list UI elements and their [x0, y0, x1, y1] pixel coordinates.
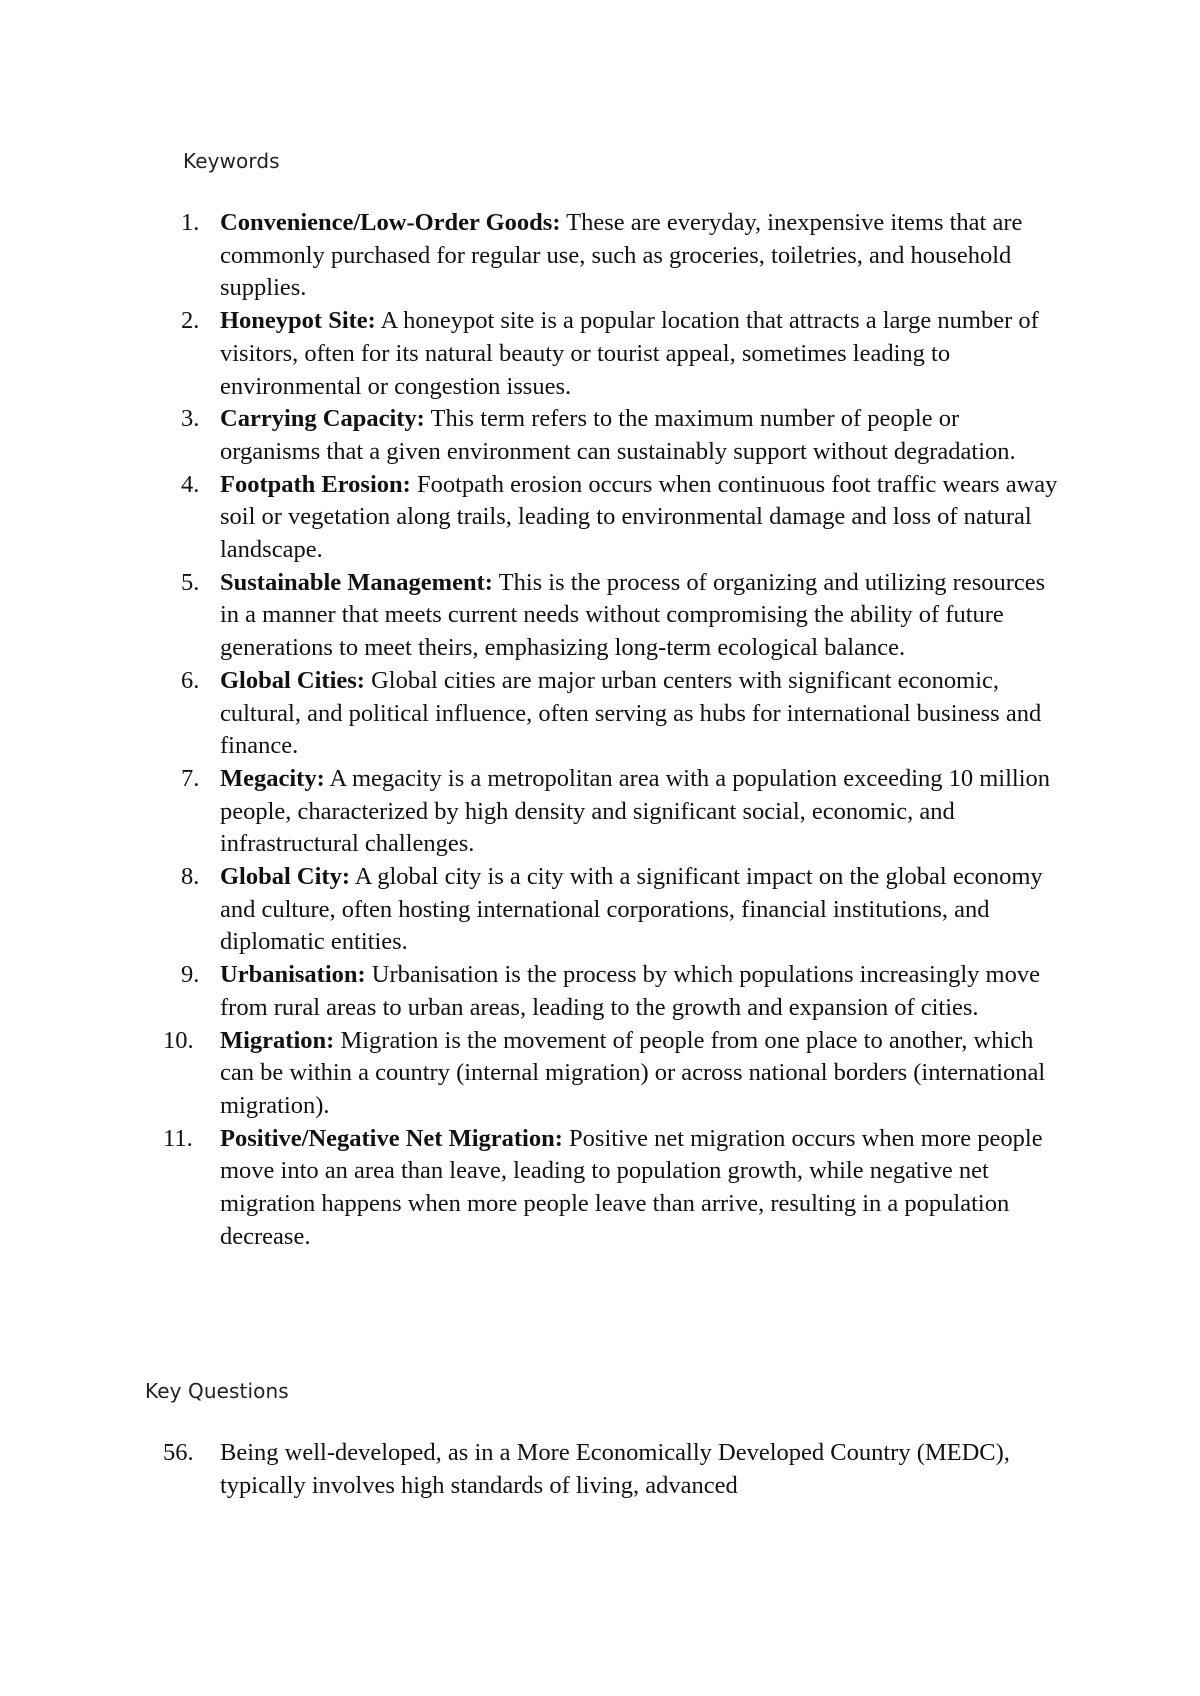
question-item [163, 1437, 1063, 1502]
keyword-number: 8. [181, 863, 200, 891]
keyword-number: 7. [181, 764, 200, 792]
keyword-item [163, 1123, 1063, 1254]
keyword-term: Migration: [220, 1026, 335, 1054]
keyword-term: Positive/Negative Net Migration: [220, 1124, 563, 1152]
keyword-number: 1. [181, 209, 200, 236]
keyword-number: 2. [181, 307, 200, 335]
keyword-item [163, 763, 1063, 861]
key-questions-heading: Key Questions [145, 1379, 289, 1403]
keyword-term: Global City: [220, 863, 350, 891]
keyword-definition: Migration is the movement of people from one place to another, which can be within a country (internal migration) or across national borders (international migration). [220, 1026, 1046, 1119]
keyword-definition: These are everyday, inexpensive items that are commonly purchased for regular use, such as groceries, toiletries, and household supplies. [220, 209, 1023, 302]
keyword-term: Convenience/Low-Order Goods: [220, 209, 561, 236]
keyword-item [163, 665, 1063, 763]
keyword-definition: A megacity is a metropolitan area with a population exceeding 10 million people, characterized by high density and significant social, economic, and infrastructural challenges. [220, 764, 1051, 858]
keyword-item [163, 959, 1063, 1024]
keyword-number: 11. [163, 1124, 193, 1152]
keyword-definition: Positive net migration occurs when more people move into an area than leave, leading to population growth, while negative net migration happens when more people leave than arrive, resulting in a population decrease. [220, 1124, 1043, 1250]
keyword-definition: A global city is a city with a significant impact on the global economy and culture, often hosting international corporations, financial institutions, and diplomatic entities. [220, 863, 1043, 956]
keyword-definition: Urbanisation is the process by which populations increasingly move from rural areas to urban areas, leading to the growth and expansion of cities. [220, 961, 1040, 1021]
keyword-term: Megacity: [220, 764, 325, 792]
keyword-item [163, 567, 1063, 665]
keyword-item [163, 861, 1063, 959]
keywords-heading: Keywords [183, 149, 280, 173]
question-number: 56. [163, 1439, 194, 1466]
keyword-term: Honeypot Site: [220, 307, 376, 335]
keyword-item [163, 207, 1063, 305]
keyword-item [163, 305, 1063, 403]
keyword-definition: Global cities are major urban centers with significant economic, cultural, and political influence, often serving as hubs for international business and finance. [220, 666, 1042, 760]
keyword-number: 10. [163, 1026, 194, 1054]
keyword-term: Footpath Erosion: [220, 470, 411, 498]
key-questions-list [163, 1437, 1063, 1502]
keyword-definition: Footpath erosion occurs when continuous foot traffic wears away soil or vegetation along trails, leading to environmental damage and loss of natural landscape. [220, 470, 1058, 564]
keyword-term: Sustainable Management: [220, 568, 493, 596]
keyword-term: Global Cities: [220, 666, 365, 694]
question-text: Being well-developed, as in a More Economically Developed Country (MEDC), typically involves high standards of living, advanced [220, 1439, 1010, 1499]
keyword-number: 9. [181, 961, 200, 989]
keyword-item [163, 469, 1063, 567]
keyword-number: 6. [181, 666, 200, 694]
keyword-item [163, 1025, 1063, 1123]
keyword-item [163, 403, 1063, 468]
keyword-number: 5. [181, 568, 200, 596]
keyword-term: Urbanisation: [220, 961, 366, 989]
keyword-term: Carrying Capacity: [220, 405, 425, 433]
keyword-definition: A honeypot site is a popular location that attracts a large number of visitors, often for its natural beauty or tourist appeal, sometimes leading to environmental or congestion issues. [220, 307, 1039, 400]
keyword-definition: This term refers to the maximum number of people or organisms that a given environment can sustainably support without degradation. [220, 405, 1016, 465]
keywords-list [163, 207, 1063, 1254]
keyword-number: 3. [181, 405, 200, 433]
keyword-number: 4. [181, 470, 200, 498]
keyword-definition: This is the process of organizing and utilizing resources in a manner that meets current needs without compromising the ability of future generations to meet theirs, emphasizing long-term ecological balance. [220, 568, 1046, 662]
